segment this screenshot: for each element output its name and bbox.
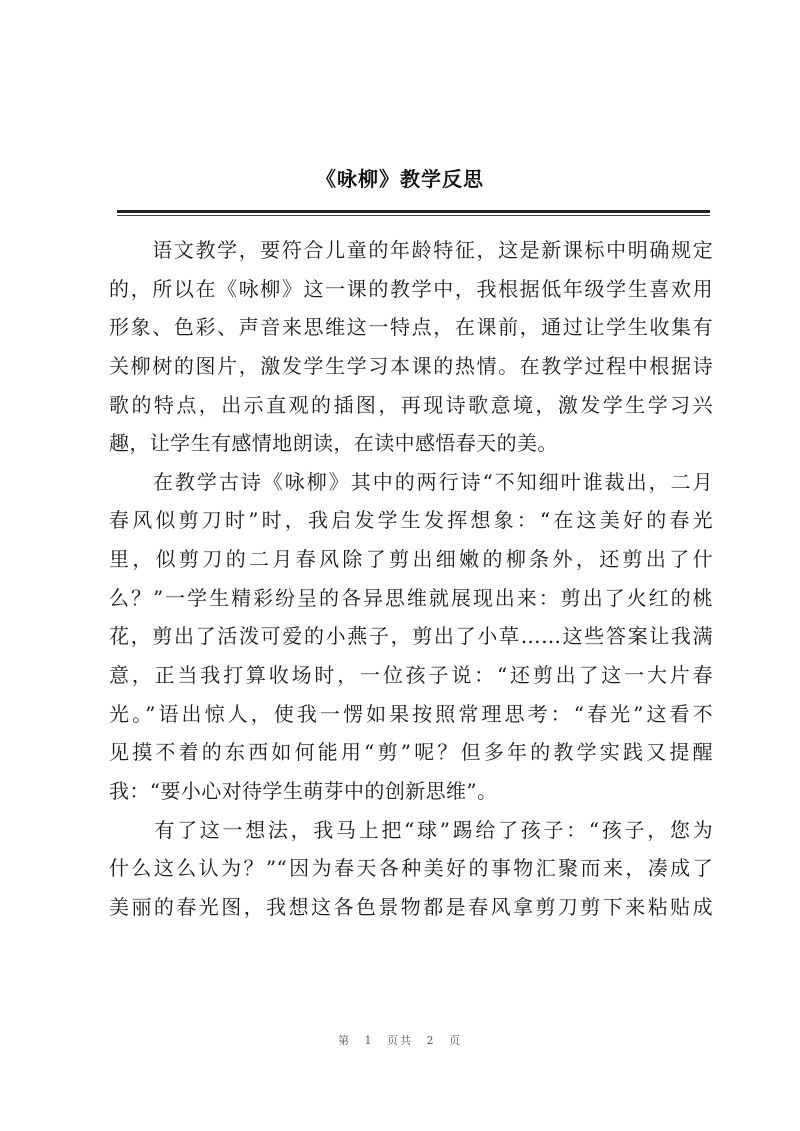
text-line: 的，所以在《咏柳》这一课的教学中，我根据低年级学生喜欢用 bbox=[109, 276, 713, 301]
text-line: 什么这么认为？”“因为春天各种美好的事物汇聚而来，凑成了 bbox=[109, 856, 713, 881]
text-line: 光。”语出惊人，使我一愣如果按照常理思考：“春光”这看不 bbox=[109, 701, 713, 726]
text-line: 趣，让学生有感情地朗读，在读中感悟春天的美。 bbox=[109, 431, 558, 456]
text-line: 花，剪出了活泼可爱的小燕子，剪出了小草……这些答案让我满 bbox=[109, 624, 713, 649]
document-body bbox=[109, 231, 713, 927]
footer-page-suffix: 页 bbox=[449, 1034, 462, 1047]
footer-page-middle: 页共 bbox=[387, 1034, 413, 1047]
text-line: 么？”一学生精彩纷呈的各异思维就展现出来：剪出了火红的桃 bbox=[109, 585, 713, 610]
text-line: 在教学古诗《咏柳》其中的两行诗“不知细叶谁裁出，二月 bbox=[109, 469, 713, 494]
text-line: 有了这一想法，我马上把“球”踢给了孩子：“孩子，您为 bbox=[109, 817, 713, 842]
title-divider-thin bbox=[117, 215, 710, 216]
text-line: 美丽的春光图，我想这各色景物都是春风拿剪刀剪下来粘贴成 bbox=[109, 894, 713, 919]
footer-page-current: 1 bbox=[364, 1034, 374, 1047]
text-line: 意，正当我打算收场时，一位孩子说：“还剪出了这一大片春 bbox=[109, 663, 713, 688]
text-line: 见摸不着的东西如何能用“剪”呢？但多年的教学实践又提醒 bbox=[109, 740, 713, 765]
text-line: 我：“要小心对待学生萌芽中的创新思维”。 bbox=[109, 778, 498, 803]
footer-page-total: 2 bbox=[426, 1034, 436, 1047]
text-line: 春风似剪刀时”时，我启发学生发挥想象：“在这美好的春光 bbox=[109, 508, 713, 533]
text-line: 关柳树的图片，激发学生学习本课的热情。在教学过程中根据诗 bbox=[109, 353, 713, 378]
page-footer bbox=[0, 1032, 800, 1048]
text-line: 里，似剪刀的二月春风除了剪出细嫩的柳条外，还剪出了什 bbox=[109, 547, 713, 572]
text-line: 语文教学，要符合儿童的年龄特征，这是新课标中明确规定 bbox=[109, 238, 713, 262]
title-divider-thick bbox=[117, 210, 710, 213]
text-line: 歌的特点，出示直观的插图，再现诗歌意境，激发学生学习兴 bbox=[109, 392, 713, 417]
text-line: 形象、色彩、声音来思维这一特点，在课前，通过让学生收集有 bbox=[109, 315, 713, 340]
page-title: 《咏柳》教学反思 bbox=[316, 167, 484, 191]
footer-page-prefix: 第 bbox=[338, 1034, 351, 1047]
